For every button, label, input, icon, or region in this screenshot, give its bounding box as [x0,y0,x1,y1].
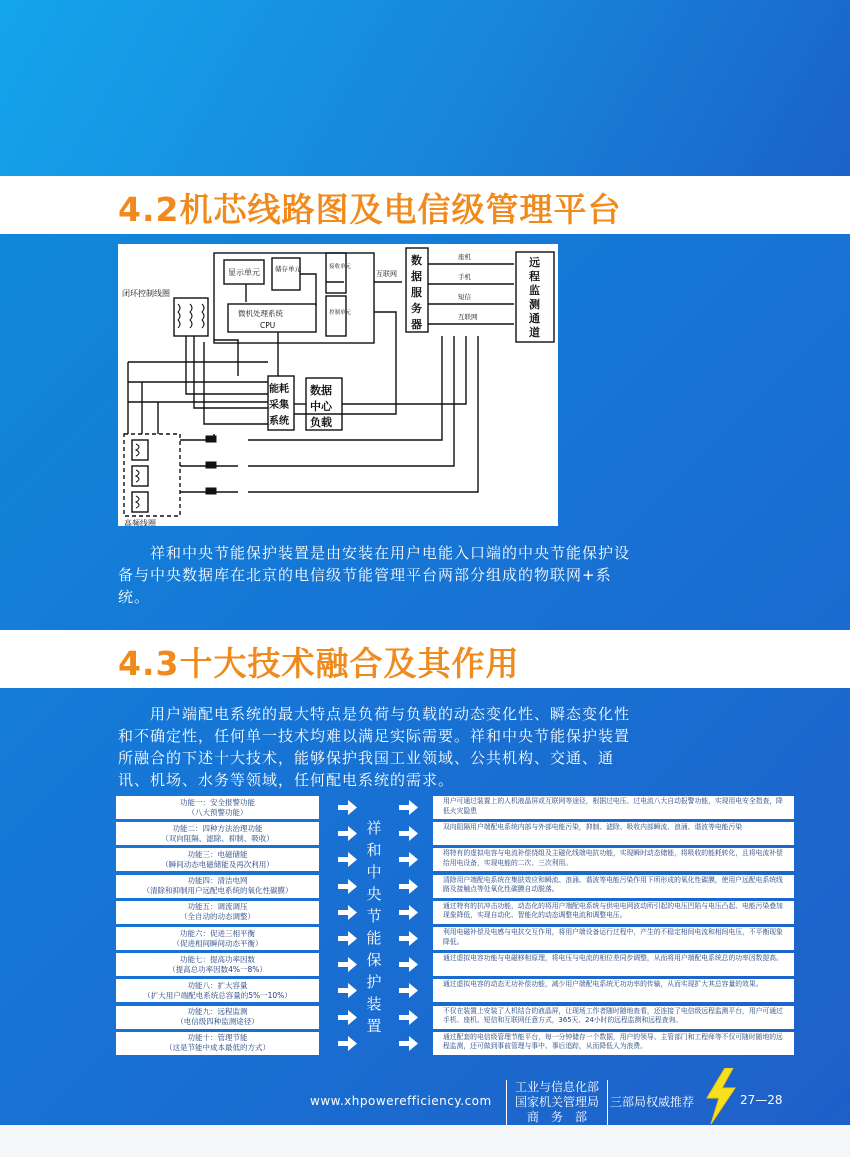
function-name-box [116,796,319,819]
storage-unit-label: 储存单元 [275,265,301,273]
footer-org-line: 商 务 部 [526,1110,587,1124]
arrow-right-icon [338,931,357,946]
arrow-right-icon [338,905,357,920]
function-name-box [116,848,319,871]
function-row [116,848,796,871]
cpu-label: CPU [260,321,276,330]
coil-group-label: 高频线圈 [124,519,156,526]
function-description: 通过虚拟电容功能与电磁移相原理，将电压与电流的相位差同步调整，从而将用户端配电系统总的功率因数提高。 [433,953,794,976]
function-name-box [116,822,319,845]
arrow-right-icon [399,983,418,998]
arrow-right-icon [399,931,418,946]
function-name-box [116,1032,319,1055]
footer-recommend: 三部局权威推荐 [610,1095,695,1109]
collect-label: 系统 [269,416,289,427]
function-name: 功能四：清洁电网 [187,876,248,886]
section-42-title-bar [0,176,850,234]
remote-char: 道 [529,326,540,339]
server-char: 务 [411,302,422,315]
arrow-right-icon [399,905,418,920]
paragraph-line: 用户端配电系统的最大特点是负荷与负载的动态变化性、瞬态变化性 [118,705,631,723]
remote-char: 远 [529,256,540,269]
function-name-box [116,1006,319,1029]
top-color-band [0,0,850,176]
section-43-title: 4.3十大技术融合及其作用 [118,644,520,683]
remote-char: 通 [529,312,540,325]
function-subtitle: （八大预警功能） [187,807,248,817]
function-name: 功能二：四种方法治理功能 [172,823,263,833]
function-description: 利用电磁补偿及电感与电抗交互作用，将用户端设备运行过程中，产生的不稳定相间电流和相间电压，不平衡现象降低。 [433,927,794,950]
function-row [116,1006,796,1029]
remote-char: 监 [529,284,540,297]
function-row [116,979,796,1002]
paragraph-line: 和不确定性，任何单一技术均难以满足实际需要。祥和中央节能保护装置 [118,727,631,745]
section-42-paragraph [118,542,718,608]
server-char: 数 [411,254,422,267]
server-char: 服 [411,286,422,299]
function-name: 功能三：电磁储能 [187,849,248,859]
receive-unit-label: 接收单元 [329,264,352,270]
arrow-right-icon [338,1036,357,1051]
arrow-right-icon [399,879,418,894]
function-row [116,953,796,976]
arrow-right-icon [338,852,357,867]
function-name: 功能十：管理节能 [187,1033,248,1043]
path-sms-label: 短信 [458,293,471,301]
function-description: 通过配套的电信级管理节能平台，每一分钟储存一个数据，用户的领导、主管部门和工程师等不仅可随时随地的远程监测，还可做到事前管理与事中、事后追踪，从而降低人为浪费。 [433,1032,794,1055]
arrow-right-icon [338,1010,357,1025]
control-unit-label: 控制单元 [329,310,352,316]
circuit-diagram-svg [118,244,558,526]
function-row [116,1032,796,1055]
function-subtitle: （双向阻隔、滤除、抑制、吸收） [161,833,274,843]
arrow-right-icon [338,879,357,894]
collect-label: 采集 [269,400,289,411]
function-description: 双向阻隔用户端配电系统内部与外部电能污染，抑制、滤除、吸收内部瞬流、浪涌、谐波等电能污染 [433,822,794,845]
footer-org-line: 国家机关管理局 [514,1095,599,1109]
function-subtitle: （电信级四种监测途径） [176,1017,259,1027]
function-description: 通过虚拟电容的动态无功补偿功能，减少用户端配电系统无功功率的传输，从而实现扩大其总容量的效果。 [433,979,794,1002]
function-description: 清除用户端配电系统在集肤效应和瞬流、浪涌、谐波等电能污染作用下所形成的氧化性碳膜，使用户远配电系统线路及接触点等处氧化性碳膜自动脱落。 [433,875,794,898]
paragraph-line: 统。 [118,588,151,606]
section-43-paragraph [118,703,718,791]
paragraph-line: 所融合的下述十大技术，能够保护我国工业领域、公共机构、交通、通 [118,749,615,767]
function-subtitle: （提高总功率因数4%一8%） [168,964,267,974]
function-row [116,901,796,924]
center-label: 数据 [310,384,332,397]
section-42-title: 4.2机芯线路图及电信级管理平台 [118,190,622,229]
footer-organizations [506,1080,608,1125]
ten-technologies-table [116,796,796,1058]
function-name: 功能六：促进三相平衡 [180,928,255,938]
arrow-right-icon [338,826,357,841]
function-row [116,875,796,898]
arrow-right-icon [399,852,418,867]
center-label: 负载 [310,416,332,429]
function-name-box [116,953,319,976]
function-description: 不仅在装置上安装了人机结合的液晶屏，让现场工作者随时随地查看，还连接了电信级远程监测平台，用户可通过手机、座机、短信和互联网任意方式，365天、24小时的远程监测和远程查询。 [433,1006,794,1029]
remote-char: 程 [529,270,540,283]
function-subtitle: （全自动的动态调整） [180,912,255,922]
function-name: 功能八：扩大容量 [187,980,248,990]
arrow-right-icon [399,1010,418,1025]
path-landline-label: 座机 [458,253,471,261]
paragraph-line: 祥和中央节能保护装置是由安装在用户电能入口端的中央节能保护设 [118,544,631,562]
function-subtitle: （清除和抑制用户远配电系统的氧化性碳膜） [142,886,293,896]
center-label: 中心 [310,400,332,413]
function-description: 用户可通过装置上的人机液晶屏或互联网等途径，根据过电压、过电流八大自动报警功能，实现用电安全指查，降低火灾隐患 [433,796,794,819]
paragraph-line: 讯、机场、水务等领域，任何配电系统的需求。 [118,771,455,789]
center-device-text: 祥和中央节能保护装置 [366,819,382,1035]
function-row [116,822,796,845]
arrow-right-icon [399,957,418,972]
server-char: 器 [411,318,422,331]
path-internet-label: 互联网 [458,313,478,321]
function-name: 功能一：安全报警功能 [180,797,255,807]
arrow-right-icon [338,983,357,998]
function-name: 功能九：远程监测 [187,1007,248,1017]
arrow-right-icon [399,800,418,815]
cpu-system-label: 微机处理系统 [238,309,283,318]
function-name-box [116,927,319,950]
function-subtitle: （促进相间瞬间动态平衡） [172,938,263,948]
arrow-right-icon [399,1036,418,1051]
lightning-bolt-icon [703,1068,739,1128]
circuit-diagram [118,244,558,526]
page-numbers: 27—28 [740,1093,783,1107]
arrow-right-icon [338,800,357,815]
path-mobile-label: 手机 [458,273,471,281]
internet-label: 互联网 [376,270,397,278]
function-subtitle: （瞬间动态电磁储能及再次利用） [161,859,274,869]
loop-coil-label: 闭环控制线圈 [122,289,170,298]
arrow-right-icon [338,957,357,972]
collect-label: 能耗 [269,384,289,395]
function-name: 功能七：提高功率因数 [180,954,255,964]
function-row [116,796,796,819]
function-description: 将特有的虚拟电容与电流补偿绕组及主磁化线端电抗功能，实现瞬时动态储能，将吸收的能耗转化，且将电流补偿给用电设备，实现电能的二次、三次利用。 [433,848,794,871]
function-name-box [116,979,319,1002]
function-subtitle: （扩大用户端配电系统总容量的5%一10%） [143,990,292,1000]
display-unit-label: 显示单元 [228,268,260,277]
function-row [116,927,796,950]
footer-url: www.xhpowerefficiency.com [310,1094,492,1108]
remote-char: 测 [529,298,540,311]
footer-org-line: 工业与信息化部 [514,1080,599,1094]
function-name-box [116,875,319,898]
function-name: 功能五：调流调压 [187,902,248,912]
paragraph-line: 备与中央数据库在北京的电信级节能管理平台两部分组成的物联网+系 [118,566,612,584]
section-43-title-bar [0,630,850,688]
server-char: 据 [411,270,422,283]
function-description: 通过特有的抗冲击功能，动态化的将用户端配电系统与供电电网波动所引起的电压凹陷与电压凸起、电能污染叠加现象降低，实现自动化、智能化的动态调整电流和调整电压。 [433,901,794,924]
function-subtitle: （这是节能中成本最低的方式） [165,1043,270,1053]
arrow-right-icon [399,826,418,841]
function-name-box [116,901,319,924]
bottom-strip [0,1125,850,1157]
